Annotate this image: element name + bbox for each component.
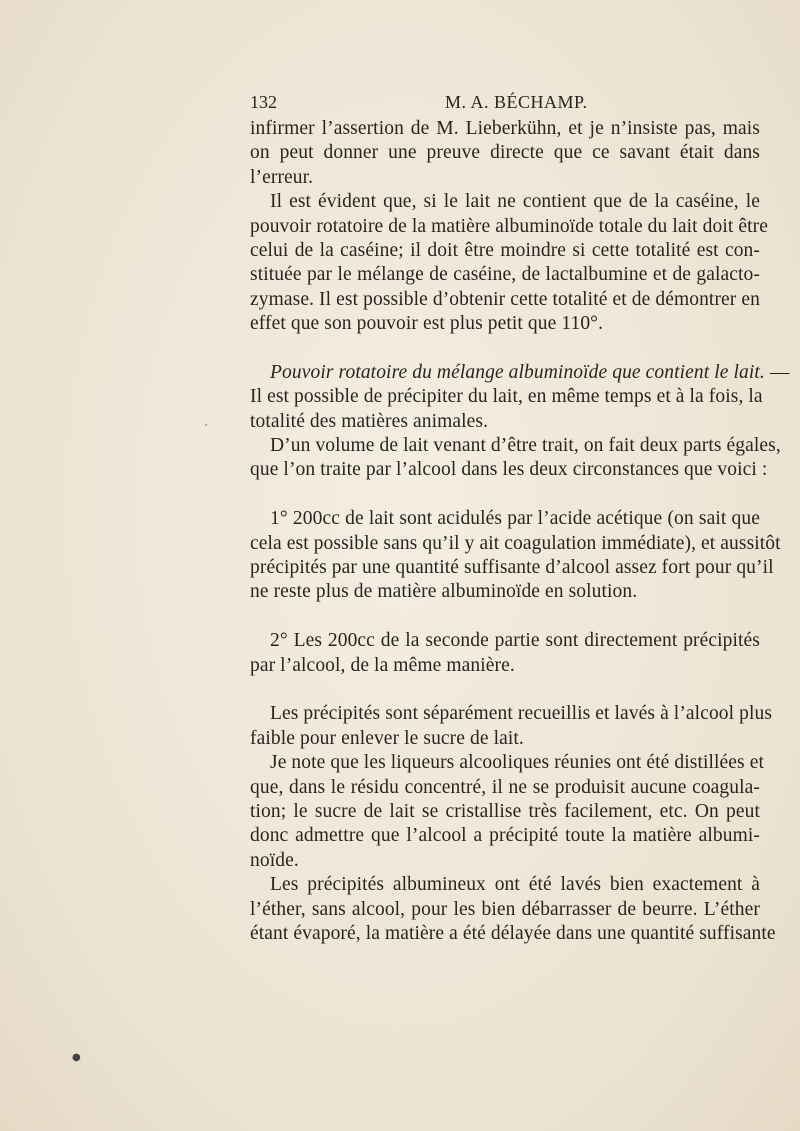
paragraph-gap [250,678,760,702]
ink-dot-mark: ● [72,1052,81,1063]
text-line: Les précipités sont séparément recueillis et lavés à l’alcool plus [270,703,773,725]
text-line: tion; le sucre de lait se cristallise très facilement, etc. On peut [250,800,760,822]
text-line: par l’alcool, de la même manière. [250,654,515,676]
paragraph-2 [250,190,768,336]
paragraph-9 [250,873,776,946]
paragraph-7 [250,702,773,751]
text-line: pouvoir rotatoire de la matière albuminoïde totale du lait doit être [250,215,768,237]
text-line: que, dans le résidu concentré, il ne se produisit aucune coagula- [250,776,760,798]
paragraph-4 [250,434,781,483]
text-line: l’erreur. [250,166,314,188]
text-line: effet que son pouvoir est plus petit que 110°. [250,313,604,335]
text-line: Il est possible de précipiter du lait, en même temps et à la fois, la [250,386,763,408]
paragraph-6 [250,629,760,678]
paragraph-gap [250,337,760,361]
paragraph-8 [250,751,764,873]
text-block [250,117,790,946]
text-line: ne reste plus de matière albuminoïde en solution. [250,581,638,603]
text-line: donc admettre que l’alcool a précipité toute la matière albumi- [250,825,760,847]
text-line: totalité des matières animales. [250,410,489,432]
paragraph-gap [250,483,760,507]
page-number: 132 [250,92,277,112]
text-line: 2° Les 200cc de la seconde partie sont directement précipités [270,630,760,652]
paragraph-3 [250,361,790,434]
text-line: zymase. Il est possible d’obtenir cette totalité et de démontrer en [250,288,760,310]
paragraph-1 [250,117,760,190]
text-line: Il est évident que, si le lait ne contient que de la caséine, le [270,191,760,213]
heading-dash: — [764,361,790,383]
section-heading-line [250,361,790,385]
text-line: précipités par une quantité suffisante d’alcool assez fort pour qu’il [250,557,774,579]
running-head [250,92,760,116]
text-line: Les précipités albumineux ont été lavés bien exactement à [270,874,760,896]
text-line: noïde. [250,849,299,871]
text-line: l’éther, sans alcool, pour les bien débarrasser de beurre. L’éther [250,898,760,920]
text-line: stituée par le mélange de caséine, de lactalbumine et de galacto- [250,264,760,286]
text-line: que l’on traite par l’alcool dans les deux circonstances que voici : [250,459,768,481]
text-line: infirmer l’assertion de M. Lieberkühn, et je n’insiste pas, mais [250,118,760,139]
text-line: celui de la caséine; il doit être moindre si cette totalité est con- [250,239,760,261]
text-line: 1° 200cc de lait sont acidulés par l’acide acétique (on sait que [270,508,760,530]
paragraph-5 [250,507,781,605]
text-line: faible pour enlever le sucre de lait. [250,727,524,749]
text-line: Je note que les liqueurs alcooliques réunies ont été distillées et [270,752,764,774]
margin-tick-mark: , [205,418,208,427]
paragraph-gap [250,605,760,629]
text-line: cela est possible sans qu’il y ait coagulation immédiate), et aussitôt [250,532,781,554]
text-line: étant évaporé, la matière a été délayée dans une quantité suffisante [250,922,776,944]
text-line: on peut donner une preuve directe que ce savant était dans [250,142,760,164]
running-title: M. A. BÉCHAMP. [445,92,588,112]
text-line: D’un volume de lait venant d’être trait, on fait deux parts égales, [270,435,781,457]
section-heading: Pouvoir rotatoire du mélange albuminoïde que contient le lait. [270,361,765,383]
